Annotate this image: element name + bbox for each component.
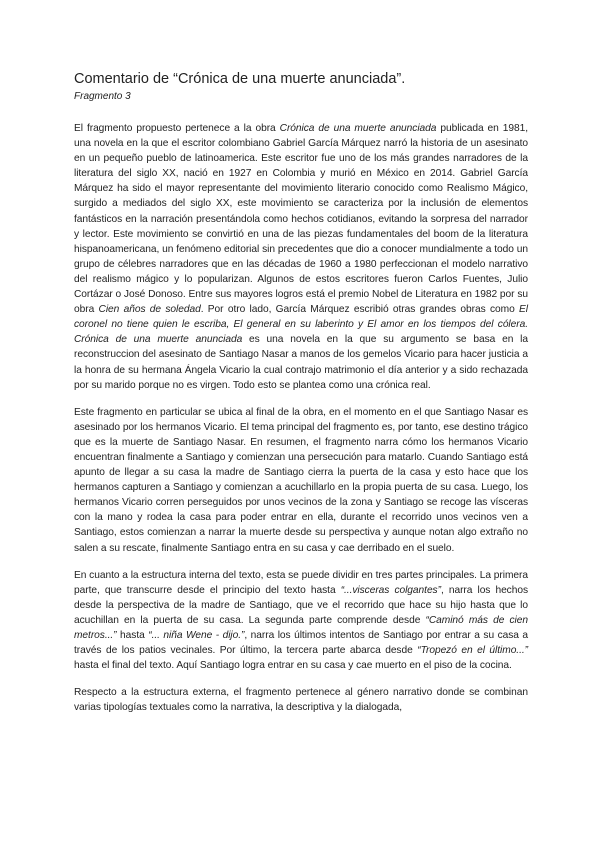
paragraph (74, 685, 528, 715)
italic-text-run: El coronel no tiene quien le escriba, El general en su laberinto y El amor en los tiempos del cólera. Crónica de una muerte anunciada (74, 304, 528, 346)
text-run: Este fragmento en particular se ubica al final de la obra, en el momento en el que Santiago Nasar es asesinado por los hermanos Vicario. El tema principal del fragmento es, por tanto, ese destino trágico que es la muerte de Santiago Nasar. En resumen, el fragmento narra cómo los hermanos Vicario encuentran finalmente a Santiago y comienzan una persecución para matarlo. Cuando Santiago está apunto de llegar a su casa la madre de Santiago cierra la puerta de la casa y esto hace que los hermanos capturen a Santiago y comienzan a acuchillarlo en la propia puerta de su casa. Luego, los hermanos Vicario corren perseguidos por unos vecinos de la zona y Santiago se recoge las vísceras con la mano y rodea la casa para poder entrar en ella, durante el recorrido unos vecinos ven a Santiago, estos comienzan a narrar la muerte desde su perspectiva y aunque notan algo extraño no salen a su rescate, finalmente Santiago entra en su casa y cae derribado en el suelo. (74, 406, 528, 554)
paragraph (74, 121, 528, 393)
italic-text-run: “Tropezó en el último...” (417, 645, 528, 657)
text-run: Respecto a la estructura externa, el fragmento pertenece al género narrativo donde se combinan varias tipologías textuales como la narrativa, la descriptiva y la dialogada, (74, 687, 528, 714)
paragraph (74, 568, 528, 674)
document-subtitle: Fragmento 3 (74, 91, 131, 102)
italic-text-run: “Caminó más de cien metros...” (74, 614, 528, 641)
document-body (74, 121, 528, 715)
text-run: , narra los últimos intentos de Santiago por entrar a su casa a través de los patios vecinales. Por último, la tercera parte abarca desde (74, 630, 529, 657)
paragraph (74, 405, 528, 556)
text-run: hasta el final del texto. Aquí Santiago logra entrar en su casa y cae muerto en el piso de la cocina. (74, 660, 512, 672)
italic-text-run: “... niña Wene - dijo.” (148, 630, 245, 641)
text-run: publicada en 1981, una novela en la que el escritor colombiano Gabriel García Márquez narró la historia de un asesinato en un pequeño pueblo de latinoamerica. Este escritor fue uno de los más grandes narradores de la literatura del siglo XX, nació en 1927 en Colombia y murió en México en 2014. Gabriel García Márquez ha sido el mayor representante del movimiento literario conocido como Realismo Mágico, surgido a mediados del siglo XX, este movimiento se caracteriza por la inclusión de elementos fantásticos en la narración presentándola como hechos cotidianos, evitando la sorpresa del narrador y lector. Este movimiento se convirtió en una de las piezas fundamentales del boom de la literatura hispanoamericana, un fenómeno editorial sin precedentes que dio a conocer mundialmente a todo un grupo de célebres narradores que en las décadas de 1960 a 1980 perfeccionan el modelo narrativo del realismo mágico y lo popularizan. Algunos de estos escritores fueron Carlos Fuentes, Julio Cortázar o José Donoso. Entre sus mayores logros está el premio Nobel de Literatura en 1982 por su obra (74, 123, 529, 316)
italic-text-run: “...visceras colgantes” (340, 584, 441, 596)
italic-text-run: Crónica de una muerte anunciada (279, 123, 437, 134)
italic-text-run: Cien años de soledad (98, 304, 201, 316)
text-run: . Por otro lado, García Márquez escribió otras grandes obras como (200, 304, 520, 316)
text-run: El fragmento propuesto pertenece a la obra (74, 123, 280, 134)
document-title: Comentario de “Crónica de una muerte anunciada”. (74, 71, 406, 87)
text-run: En cuanto a la estructura interna del texto, esta se puede dividir en tres partes principales. La primera parte, que transcurre desde el principio del texto hasta (74, 569, 528, 596)
text-run: es una novela en la que su argumento se basa en la reconstruccion del asesinato de Santiago Nasar a manos de los gemelos Vicario para hacer justicia a la honra de su hermana Ángela Vicario la cual contrajo matrimonio el día anterior y a sido rechazada por su marido porque no es virgen. Todo esto se plantea como una crónica real. (74, 334, 528, 391)
document-page (74, 70, 528, 727)
text-run: , narra los hechos desde la perspectiva de la madre de Santiago, que ve el recorrido que hace su hijo hasta que lo acuchillan en la puerta de su casa. La segunda parte comprende desde (74, 584, 529, 626)
text-run: hasta (116, 630, 149, 641)
